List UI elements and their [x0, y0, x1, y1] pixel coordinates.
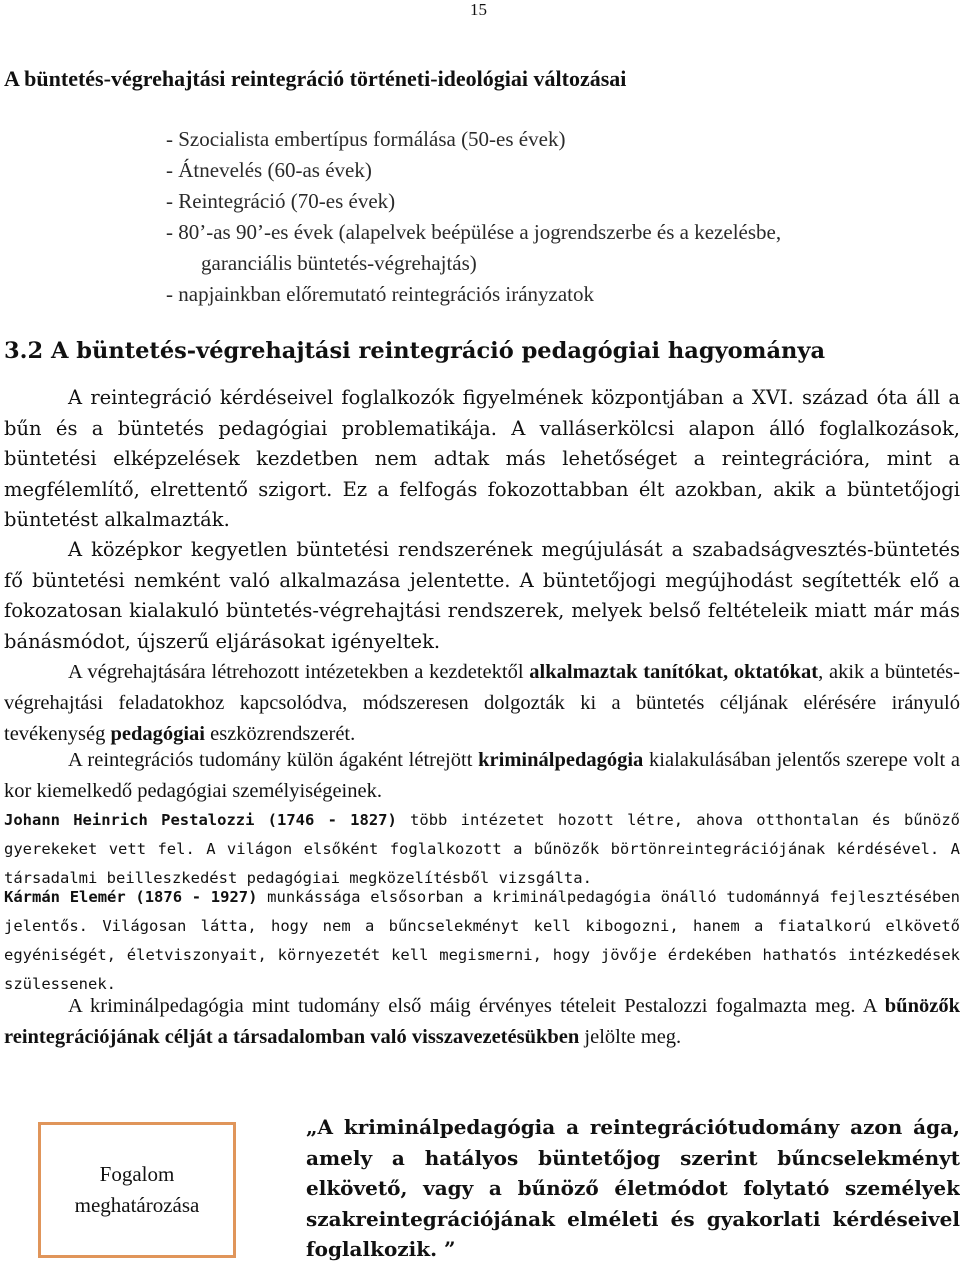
bold-phrase: bűnözők reintegrációjának célját a társadalomban való visszavezetésükben: [4, 995, 960, 1048]
page-title: A büntetés-végrehajtási reintegráció történeti-ideológiai változásai: [4, 66, 627, 91]
list-item: - 80’-as 90’-es évek (alapelvek beépülése a jogrendszerbe és a kezelésbe,: [166, 220, 782, 244]
list-item: - Átnevelés (60-as évek): [166, 158, 372, 182]
definition-box: [38, 1122, 236, 1258]
list-item: - napjainkban előremutató reintegrációs irányzatok: [166, 282, 594, 306]
bold-phrase: pedagógiai: [110, 723, 205, 745]
list-item: - Szocialista embertípus formálása (50-es évek): [166, 127, 566, 151]
section-heading: 3.2 A büntetés-végrehajtási reintegráció pedagógiai hagyománya: [4, 338, 826, 364]
bold-name: Johann Heinrich Pestalozzi (1746 - 1827): [4, 811, 397, 829]
definition-box-line: meghatározása: [74, 1193, 200, 1217]
list-item-continuation: garanciális büntetés-végrehajtás): [201, 251, 477, 275]
bold-phrase: alkalmaztak tanítókat, oktatókat: [529, 661, 819, 683]
paragraph-1: A reintegráció kérdéseivel foglalkozók figyelmének központjában a XVI. század óta áll a bűn és a büntetés pedagógiai problematikája. A valláserkölcsi alapon álló foglalkozások, büntetési elképzelések kezdetben nem adtak más lehetőséget a reintegrációra, mint a megfélemlítő, elrettentő szigort. Ez a felfogás fokozottabban élt azokban, akik a büntetőjogi büntetést alkalmazták.: [4, 386, 960, 531]
bold-name: Kármán Elemér (1876 - 1927): [4, 888, 258, 906]
paragraph-4: A reintegrációs tudomány külön ágaként létrejött kriminálpedagógia kialakulásában jelentős szerepe volt a kor kiemelkedő pedagógiai személyiségeinek.: [4, 749, 960, 802]
page-number: 15: [470, 0, 487, 19]
bullet-list: [166, 124, 960, 310]
bold-phrase: kriminálpedagógia: [478, 749, 644, 771]
paragraph-7: A kriminálpedagógia mint tudomány első máig érvényes tételeit Pestalozzi fogalmazta meg. A bűnözők reintegrációjának célját a társadalomban való visszavezetésükben jelölte meg.: [4, 995, 960, 1048]
paragraph-2: A középkor kegyetlen büntetési rendszerének megújulását a szabadságvesztés-büntetés fő büntetési nemként való alkalmazása jelentette. A büntetőjogi megújhodást segítették elő a fokozatosan kialakuló büntetés-végrehajtási rendszerek, melyek belső feltételeik miatt már más bánásmódot, újszerű eljárásokat igényeltek.: [4, 538, 960, 653]
paragraph-6: Kármán Elemér (1876 - 1927) munkássága elsősorban a kriminálpedagógia önálló tudománnyá fejlesztésében jelentős. Világosan látta, hogy nem a bűncselekményt kell kibogozni, hanem a fiatalkorú elkövető egyéniségét, életviszonyait, környezetét kell megismerni, hogy jövője érdekében hathatós intézkedések szülessenek.: [4, 888, 960, 993]
list-item: - Reintegráció (70-es évek): [166, 189, 396, 213]
paragraph-5: Johann Heinrich Pestalozzi (1746 - 1827) több intézetet hozott létre, ahova otthontalan és bűnöző gyerekeket vett fel. A világon elsőként foglalkozott a bűnözők börtönreintegrációjának kérdésével. A társadalmi beilleszkedést pedagógiai megközelítésből vizsgálta.: [4, 811, 960, 887]
definition-box-line: Fogalom: [99, 1162, 175, 1186]
definition-quote: „A kriminálpedagógia a reintegrációtudomány azon ága, amely a hatályos büntetőjog szerint bűncselekményt elkövető, vagy a bűnöző életmódot folytató személyek szakreintegrációjának elméleti és gyakorlati kérdéseivel foglalkozik. ”: [306, 1115, 960, 1261]
paragraph-3: A végrehajtására létrehozott intézetekben a kezdetektől alkalmaztak tanítókat, oktatókat, akik a büntetés-végrehajtási feladatokhoz kapcsolódva, módszeresen dolgozták ki a büntetés céljának elérésére irányuló tevékenység pedagógiai eszközrendszerét.: [4, 661, 960, 745]
